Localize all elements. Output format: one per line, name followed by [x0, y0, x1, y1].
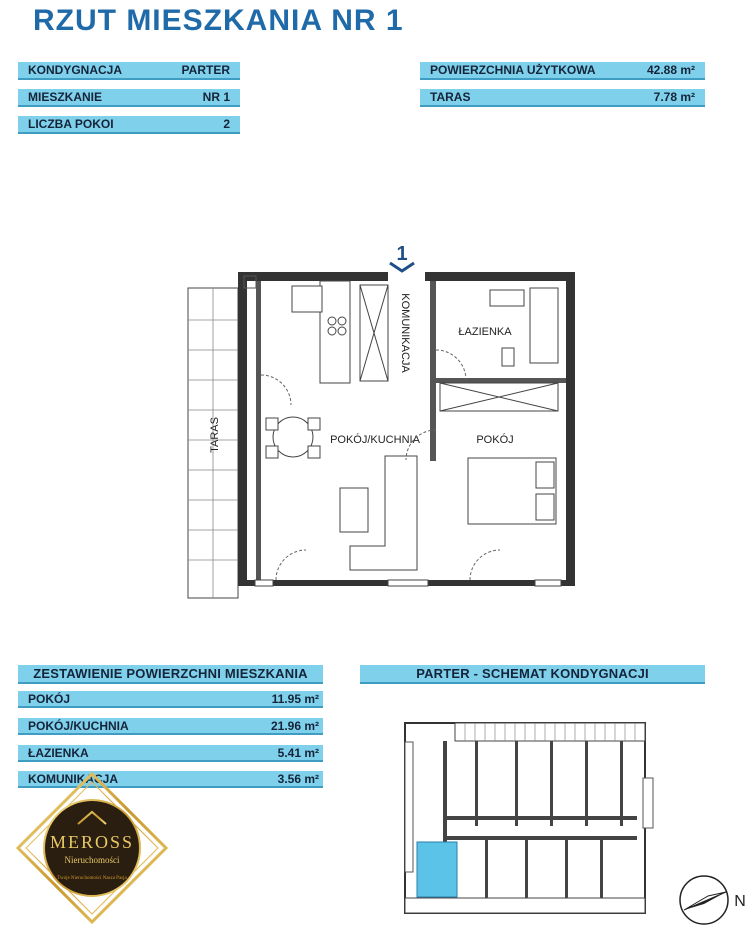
area-value: 3.56 m² — [277, 771, 319, 786]
area-label: ŁAZIENKA — [28, 745, 89, 760]
schema-header: PARTER - SCHEMAT KONDYGNACJI — [360, 665, 705, 684]
label-pokoj: POKÓJ — [476, 434, 514, 446]
page-title: RZUT MIESZKANIA NR 1 — [33, 4, 404, 37]
logo-name: MEROSS — [49, 832, 135, 852]
logo-arc-text: Twoje Nieruchomości Nasza Pasja — [57, 876, 127, 881]
tv-table — [340, 488, 368, 532]
info-powierzchnia — [420, 62, 705, 80]
info-kondygnacja — [18, 62, 240, 80]
area-value: 11.95 m² — [271, 691, 319, 706]
floor-plan — [180, 240, 580, 610]
info-liczba-pokoi — [18, 116, 240, 134]
area-value: 21.96 m² — [270, 718, 319, 733]
info-value: PARTER — [181, 63, 230, 77]
areas-header: ZESTAWIENIE POWIERZCHNI MIESZKANIA — [18, 665, 323, 684]
info-label: KONDYGNACJA — [28, 63, 123, 77]
compass-letter: N — [734, 893, 746, 910]
area-row — [18, 691, 323, 708]
area-row — [18, 718, 323, 735]
info-value: NR 1 — [202, 90, 230, 104]
info-taras — [420, 89, 705, 107]
info-label: LICZBA POKOI — [28, 117, 114, 131]
info-label: MIESZKANIE — [28, 90, 103, 104]
plan-marker-number: 1 — [396, 243, 408, 265]
area-row — [18, 745, 323, 762]
dining-table — [273, 417, 313, 457]
logo-subtitle: Nieruchomości — [64, 855, 120, 865]
schema-highlight-apartment — [417, 842, 457, 897]
info-value: 2 — [223, 117, 230, 131]
compass-icon — [674, 870, 749, 930]
info-value: 42.88 m² — [646, 63, 695, 77]
label-taras: TARAS — [209, 417, 221, 453]
info-mieszkanie — [18, 89, 240, 107]
area-value: 5.41 m² — [277, 745, 319, 760]
area-label: POKÓJ/KUCHNIA — [28, 718, 129, 733]
info-label: POWIERZCHNIA UŻYTKOWA — [430, 63, 596, 77]
company-logo — [12, 768, 172, 928]
area-label: POKÓJ — [28, 691, 71, 706]
label-pokoj-kuchnia: POKÓJ/KUCHNIA — [330, 434, 420, 446]
info-value: 7.78 m² — [653, 90, 695, 104]
label-komunikacja: KOMUNIKACJA — [399, 293, 411, 373]
label-lazienka: ŁAZIENKA — [458, 326, 512, 338]
area-label: KOMUNIKACJA — [28, 771, 118, 786]
info-label: TARAS — [430, 90, 471, 104]
floor-schema — [375, 718, 665, 918]
